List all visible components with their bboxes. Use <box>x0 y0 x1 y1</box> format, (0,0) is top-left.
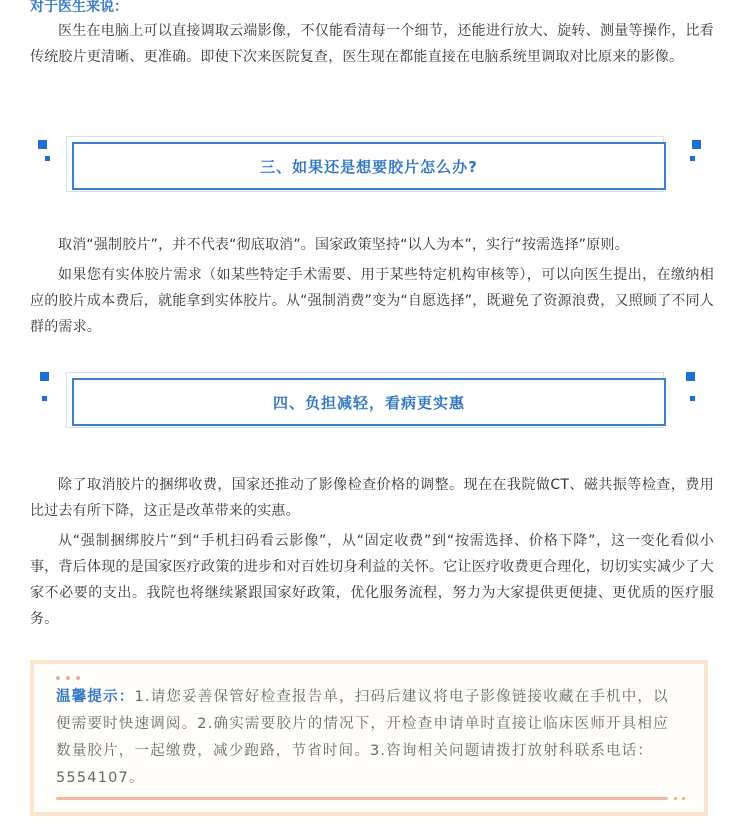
tip-box <box>30 660 708 816</box>
section-4-heading: 四、负担减轻，看病更实惠 <box>272 393 465 412</box>
tip-text <box>56 684 684 792</box>
decor-square-icon <box>42 396 47 401</box>
dot-icon <box>76 676 80 680</box>
section-4-paragraph-2: 从“强制捆绑胶片”到“手机扫码看云影像”，从“固定收费”到“按需选择、价格下降”，这一变化看似小事，背后体现的是国家医疗政策的进步和对百姓切身利益的关怀。它让医疗收费更合理化，切切实实减少了大家不必要的支出。我院也将继续紧跟国家好政策，优化服务流程，努力为大家提供更便捷、更优质的医疗服务。 <box>30 533 714 627</box>
dot-icon <box>682 797 685 800</box>
decor-square-icon <box>40 372 49 381</box>
decor-square-icon <box>690 156 695 161</box>
intro-paragraph: 医生在电脑上可以直接调取云端影像，不仅能看清每一个细节，还能进行放大、旋转、测量等操作，比看传统胶片更清晰、更准确。即使下次来医院复查，医生现在都能直接在电脑系统里调取对比原来的影像。 <box>30 23 714 65</box>
decor-square-icon <box>38 140 47 149</box>
tip-label: 温馨提示： <box>56 689 135 705</box>
heading-inner-frame <box>72 378 666 426</box>
section-3-paragraph-2: 如果您有实体胶片需求（如某些特定手术需要、用于某些特定机构审核等），可以向医生提出，在缴纳相应的胶片成本费后，就能拿到实体胶片。从“强制消费”变为“自愿选择”，既避免了资源浪费，又照顾了不同人群的需求。 <box>30 267 714 335</box>
section-3-heading-box <box>30 136 714 198</box>
dot-icon <box>674 797 677 800</box>
tip-bar-dots-decoration <box>674 797 690 816</box>
section-4-heading-box <box>30 372 714 434</box>
tip-underline-bar <box>56 797 668 800</box>
dot-icon <box>66 676 70 680</box>
section-3-heading: 三、如果还是想要胶片怎么办? <box>260 157 478 176</box>
dot-icon <box>56 676 60 680</box>
decor-square-icon <box>686 372 695 381</box>
heading-inner-frame <box>72 142 666 190</box>
section-3-paragraph-1: 取消“强制胶片”，并不代表“彻底取消”。国家政策坚持“以人为本”，实行“按需选择”原则。 <box>58 237 629 253</box>
tip-body: 1.请您妥善保管好检查报告单，扫码后建议将电子影像链接收藏在手机中，以便需要时快速调阅。2.确实需要胶片的情况下，开检查申请单时直接让临床医师开具相应数量胶片，一起缴费，减少跑路，节省时间。3.咨询相关问题请拨打放射科联系电话：5554107。 <box>56 689 669 786</box>
decor-square-icon <box>690 396 695 401</box>
decor-square-icon <box>692 140 701 149</box>
decor-square-icon <box>45 156 50 161</box>
intro-title: 对于医生来说： <box>30 0 128 15</box>
section-4-paragraph-1: 除了取消胶片的捆绑收费，国家还推动了影像检查价格的调整。现在在我院做CT、磁共振等检查，费用比过去有所下降，这正是改革带来的实惠。 <box>30 477 714 519</box>
